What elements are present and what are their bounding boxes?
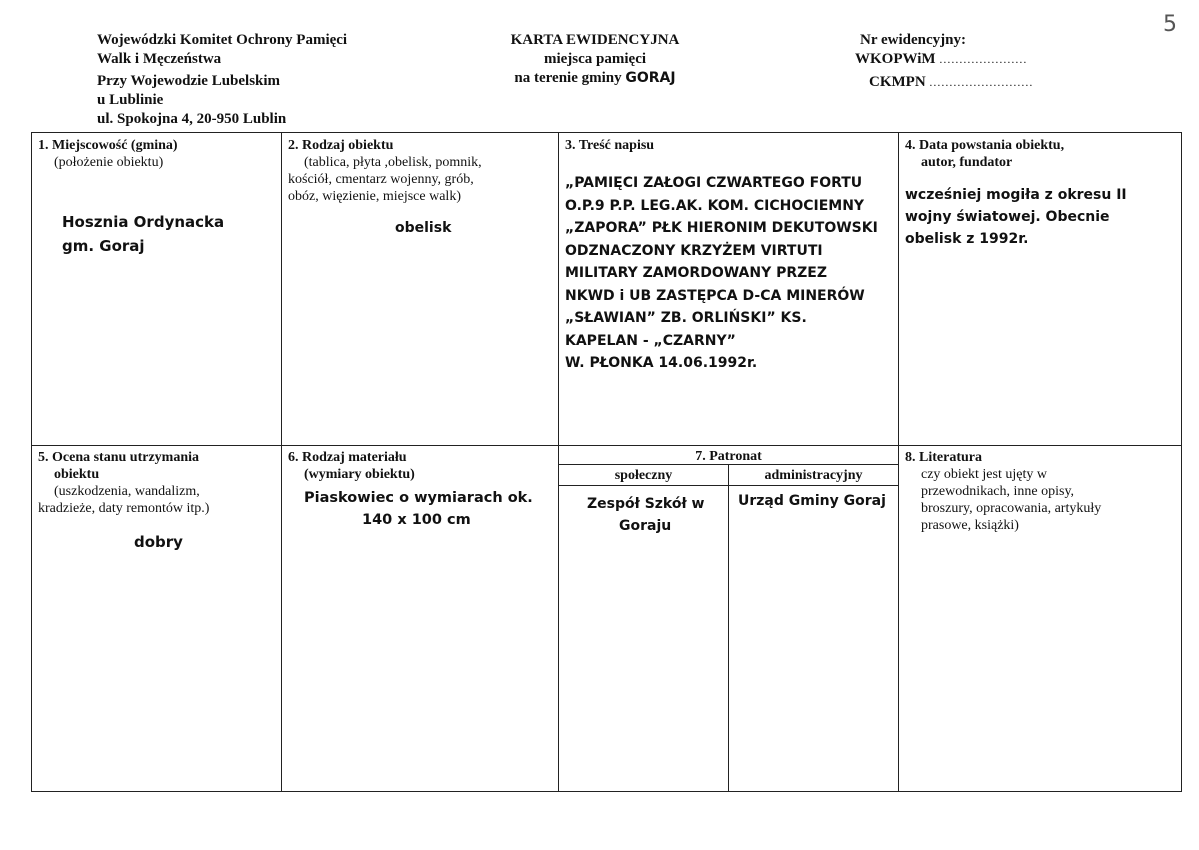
cell-hint: przewodnikach, inne opisy,	[921, 484, 1075, 499]
cell-title: 5. Ocena stanu utrzymania	[38, 450, 199, 465]
location-value-line2: gm. Goraj	[62, 237, 145, 255]
cell-literature	[905, 449, 1177, 789]
corner-mark: 5	[1163, 12, 1177, 37]
cell-title: 6. Rodzaj materiału	[288, 450, 407, 465]
issuer-line: Wojewódzki Komitet Ochrony Pamięci	[97, 32, 348, 48]
nr-label: Nr ewidencyjny:	[860, 32, 966, 48]
cell-hint: kradzieże, daty remontów itp.)	[38, 501, 210, 516]
inscription-line: „SŁAWIAN” ZB. ORLIŃSKI” KS.	[565, 310, 807, 326]
inscription-line: „ZAPORA” PŁK HIERONIM DEKUTOWSKI	[565, 220, 878, 236]
cell-material	[288, 449, 554, 789]
wkopwim-dots: ......................	[939, 52, 1028, 66]
cell-hint: (uszkodzenia, wandalizm,	[54, 484, 200, 499]
issuer-line: ul. Spokojna 4, 20-950 Lublin	[97, 111, 287, 127]
inscription-line: W. PŁONKA 14.06.1992r.	[565, 355, 758, 371]
cell-hint: obóz, więzienie, miejsce walk)	[288, 189, 461, 204]
form-title-block	[460, 31, 730, 88]
issuer-line: Przy Wojewodzie Lubelskim	[97, 73, 281, 89]
cell-hint: (wymiary obiektu)	[304, 467, 415, 482]
cell-hint: czy obiekt jest ujęty w	[921, 467, 1047, 482]
ckmpn-dots: ..........................	[929, 75, 1034, 89]
patronage-admin-header: administracyjny	[764, 468, 863, 483]
cell-title: 3. Treść napisu	[565, 138, 655, 153]
material-value-line1: Piaskowiec o wymiarach ok.	[304, 490, 533, 506]
cell-condition	[38, 449, 278, 789]
cell-location	[38, 137, 278, 442]
cell-hint: broszury, opracowania, artykuły	[921, 501, 1102, 516]
admin-value-line: Urząd Gminy Goraj	[738, 493, 886, 509]
cell-hint: (położenie obiektu)	[54, 155, 164, 170]
cell-creation-date	[905, 137, 1177, 442]
ckmpn-line	[869, 73, 1085, 92]
wkopwim-label: WKOPWiM	[855, 51, 936, 67]
patronage-social-header: społeczny	[614, 468, 673, 483]
wkopwim-line	[855, 50, 1085, 69]
cell-title: obiektu	[54, 467, 100, 482]
cell-title: 1. Miejscowość (gmina)	[38, 138, 178, 153]
condition-value: dobry	[134, 533, 183, 551]
inscription-line: MILITARY ZAMORDOWANY PRZEZ	[565, 265, 828, 281]
inscription-line: „PAMIĘCI ZAŁOGI CZWARTEGO FORTU	[565, 175, 863, 191]
patronage-social-value	[587, 493, 727, 537]
inscription-text	[565, 172, 897, 375]
material-value-line2: 140 x 100 cm	[362, 512, 471, 528]
cell-title: 8. Literatura	[905, 450, 982, 465]
patronage-title: 7. Patronat	[695, 449, 762, 464]
location-value-line1: Hosznia Ordynacka	[62, 213, 225, 231]
cell-title: autor, fundator	[921, 155, 1013, 170]
cell-title: 4. Data powstania obiektu,	[905, 138, 1065, 153]
creation-date-line: wcześniej mogiła z okresu II	[905, 187, 1127, 203]
inscription-line: KAPELAN - „CZARNY”	[565, 332, 736, 349]
issuer-line: Walk i Męczeństwa	[97, 51, 222, 67]
issuer-block	[97, 31, 347, 129]
cell-hint: (tablica, płyta ,obelisk, pomnik,	[304, 155, 482, 170]
issuer-line: u Lublinie	[97, 92, 164, 108]
divider	[32, 445, 1181, 446]
inscription-line: O.P.9 P.P. LEG.AK. KOM. CICHOCIEMNY	[565, 197, 865, 214]
cell-title: 2. Rodzaj obiektu	[288, 138, 394, 153]
creation-date-line: wojny światowej. Obecnie	[905, 209, 1110, 225]
social-value-line: Goraju	[619, 518, 672, 534]
divider	[281, 133, 282, 791]
inscription-line: ODZNACZONY KRZYŻEM VIRTUTI	[565, 242, 823, 259]
cell-hint: prasowe, książki)	[921, 518, 1019, 533]
cell-hint: kościół, cmentarz wojenny, grób,	[288, 172, 474, 187]
object-type-value: obelisk	[395, 220, 452, 236]
creation-date-text	[905, 184, 1177, 250]
gmina-line	[460, 69, 730, 88]
record-table	[31, 132, 1182, 792]
form-subtitle: miejsca pamięci	[543, 51, 647, 67]
registry-block	[855, 31, 1085, 92]
form-title: KARTA EWIDENCYJNA	[510, 32, 680, 48]
gmina-value: GORAJ	[625, 70, 676, 86]
gmina-prefix: na terenie gminy	[514, 70, 622, 86]
cell-inscription	[565, 137, 897, 442]
divider	[728, 464, 729, 791]
patronage-admin-value	[738, 493, 896, 510]
divider	[898, 133, 899, 791]
creation-date-line: obelisk z 1992r.	[905, 231, 1029, 247]
ckmpn-label: CKMPN	[869, 74, 926, 90]
cell-object-type	[288, 137, 554, 442]
social-value-line: Zespół Szkół w	[587, 496, 705, 512]
inscription-line: NKWD i UB ZASTĘPCA D-CA MINERÓW	[565, 287, 865, 304]
